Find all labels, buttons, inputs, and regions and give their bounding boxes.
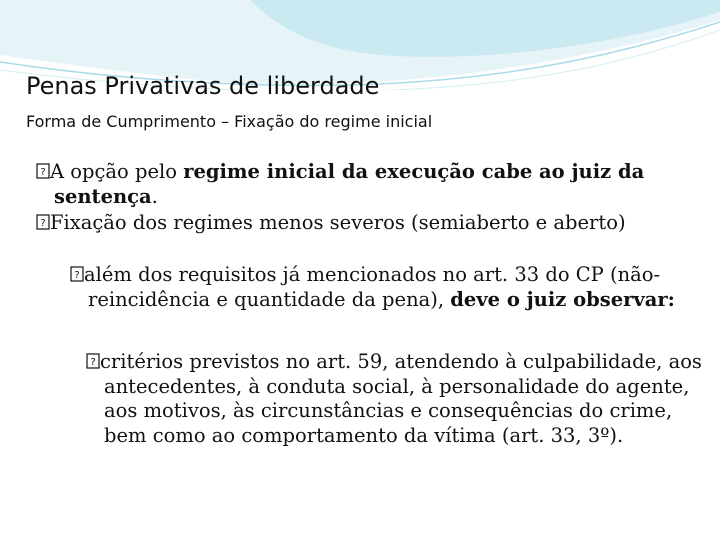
paragraph-bold-text: regime inicial da execução cabe ao juiz da sentença	[54, 160, 645, 208]
svg-text:?: ?	[40, 218, 46, 229]
slide-subtitle: Forma de Cumprimento – Fixação do regime inicial	[26, 112, 433, 131]
bullet-level-1	[36, 211, 684, 236]
svg-text:?: ?	[90, 357, 96, 368]
paragraph-bold-text: deve o juiz observar:	[450, 287, 675, 311]
paragraph-text: A opção pelo	[50, 160, 184, 183]
bullet-level-3	[86, 350, 704, 448]
svg-text:?: ?	[40, 167, 46, 178]
placeholder-glyph-icon	[86, 353, 100, 369]
placeholder-glyph-icon	[36, 163, 50, 179]
slide-title: Penas Privativas de liberdade	[26, 72, 380, 100]
bullet-level-2	[70, 263, 703, 312]
svg-text:?: ?	[74, 270, 80, 281]
bullet-level-1	[36, 160, 684, 209]
paragraph-text: além dos requisitos já mencionados no art. 33 do CP (não-reincidência e quantidade da pena),	[84, 263, 661, 311]
placeholder-glyph-icon	[70, 266, 84, 282]
placeholder-glyph-icon	[36, 214, 50, 230]
paragraph-text: .	[151, 184, 158, 208]
paragraph-text: Fixação dos regimes menos severos (semiaberto e aberto)	[50, 211, 626, 234]
paragraph-text: critérios previstos no art. 59, atendendo à culpabilidade, aos antecedentes, à conduta social, à personalidade do agente, aos motivos, às circunstâncias e consequências do crime, bem como ao comportamento da vítima (art. 33, 3º).	[100, 350, 702, 447]
